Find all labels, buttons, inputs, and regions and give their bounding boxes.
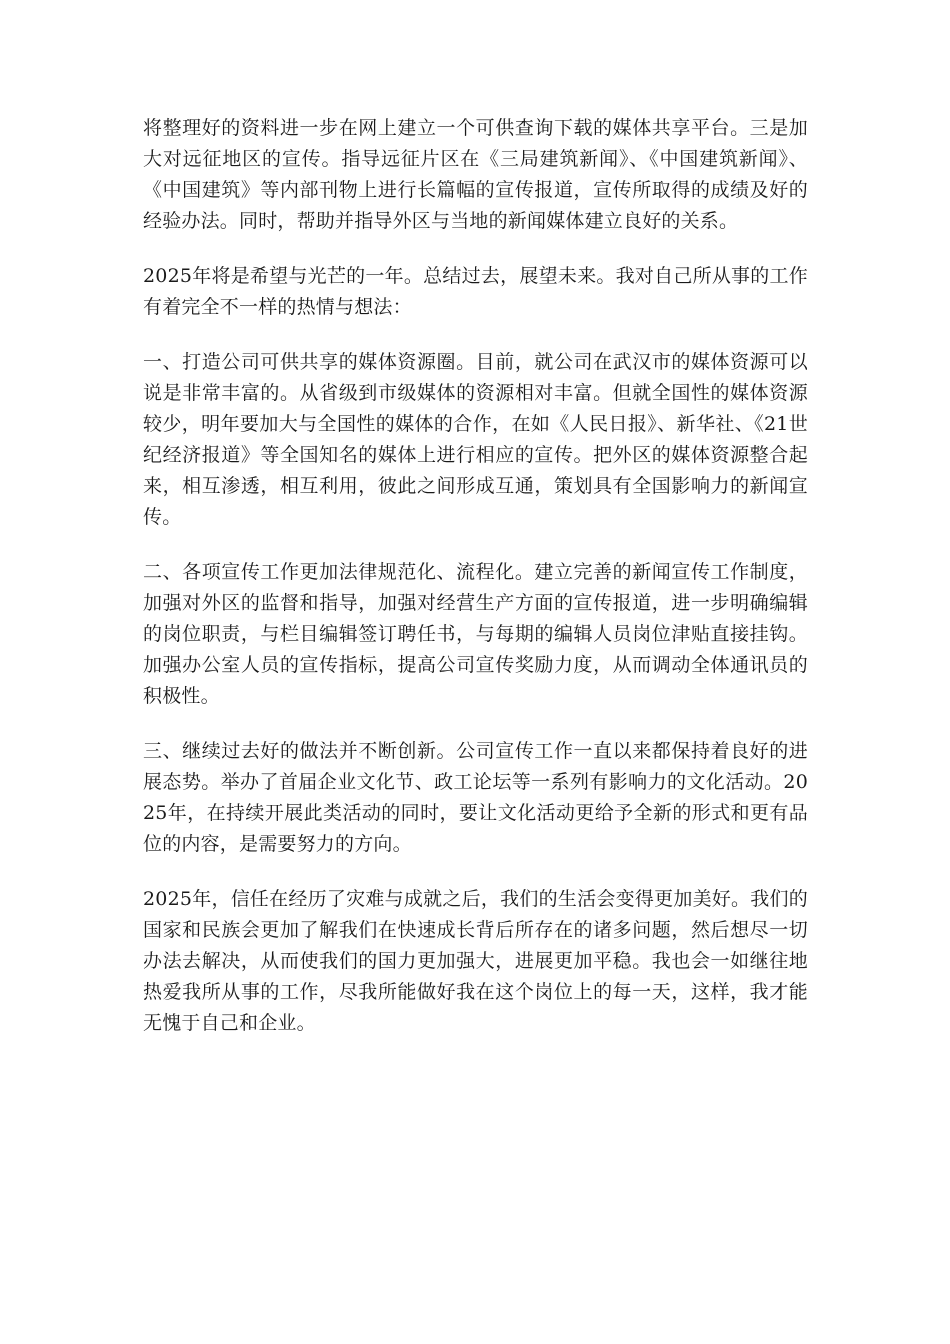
paragraph-point-two: 二、各项宣传工作更加法律规范化、流程化。建立完善的新闻宣传工作制度，加强对外区的监督和指导，加强对经营生产方面的宣传报道，进一步明确编辑的岗位职责，与栏目编辑签订聘任书，与每期的编辑人员岗位津贴直接挂钩。加强办公室人员的宣传指标，提高公司宣传奖励力度，从而调动全体通讯员的积极性。	[143, 561, 808, 707]
paragraph-2025-outlook: 2025年将是希望与光芒的一年。总结过去，展望未来。我对自己所从事的工作有着完全不一样的热情与想法：	[143, 265, 808, 318]
paragraph-closing: 2025年，信任在经历了灾难与成就之后，我们的生活会变得更加美好。我们的国家和民族会更加了解我们在快速成长背后所存在的诸多问题，然后想尽一切办法去解决，从而使我们的国力更加强大，进展更加平稳。我也会一如继往地热爱我所从事的工作，尽我所能做好我在这个岗位上的每一天，这样，我才能无愧于自己和企业。	[143, 888, 808, 1034]
paragraph-point-one: 一、打造公司可供共享的媒体资源圈。目前，就公司在武汉市的媒体资源可以说是非常丰富的。从省级到市级媒体的资源相对丰富。但就全国性的媒体资源较少，明年要加大与全国性的媒体的合作，在如《人民日报》、新华社、《21世纪经济报道》等全国知名的媒体上进行相应的宣传。把外区的媒体资源整合起来，相互渗透，相互利用，彼此之间形成互通，策划具有全国影响力的新闻宣传。	[143, 351, 808, 528]
document-body	[143, 113, 808, 1063]
paragraph-media-platform: 将整理好的资料进一步在网上建立一个可供查询下载的媒体共享平台。三是加大对远征地区的宣传。指导远征片区在《三局建筑新闻》、《中国建筑新闻》、《中国建筑》等内部刊物上进行长篇幅的宣传报道，宣传所取得的成绩及好的经验办法。同时，帮助并指导外区与当地的新闻媒体建立良好的关系。	[143, 117, 808, 232]
paragraph-point-three: 三、继续过去好的做法并不断创新。公司宣传工作一直以来都保持着良好的进展态势。举办了首届企业文化节、政工论坛等一系列有影响力的文化活动。2025年，在持续开展此类活动的同时，要让文化活动更给予全新的形式和更有品位的内容，是需要努力的方向。	[143, 740, 808, 855]
